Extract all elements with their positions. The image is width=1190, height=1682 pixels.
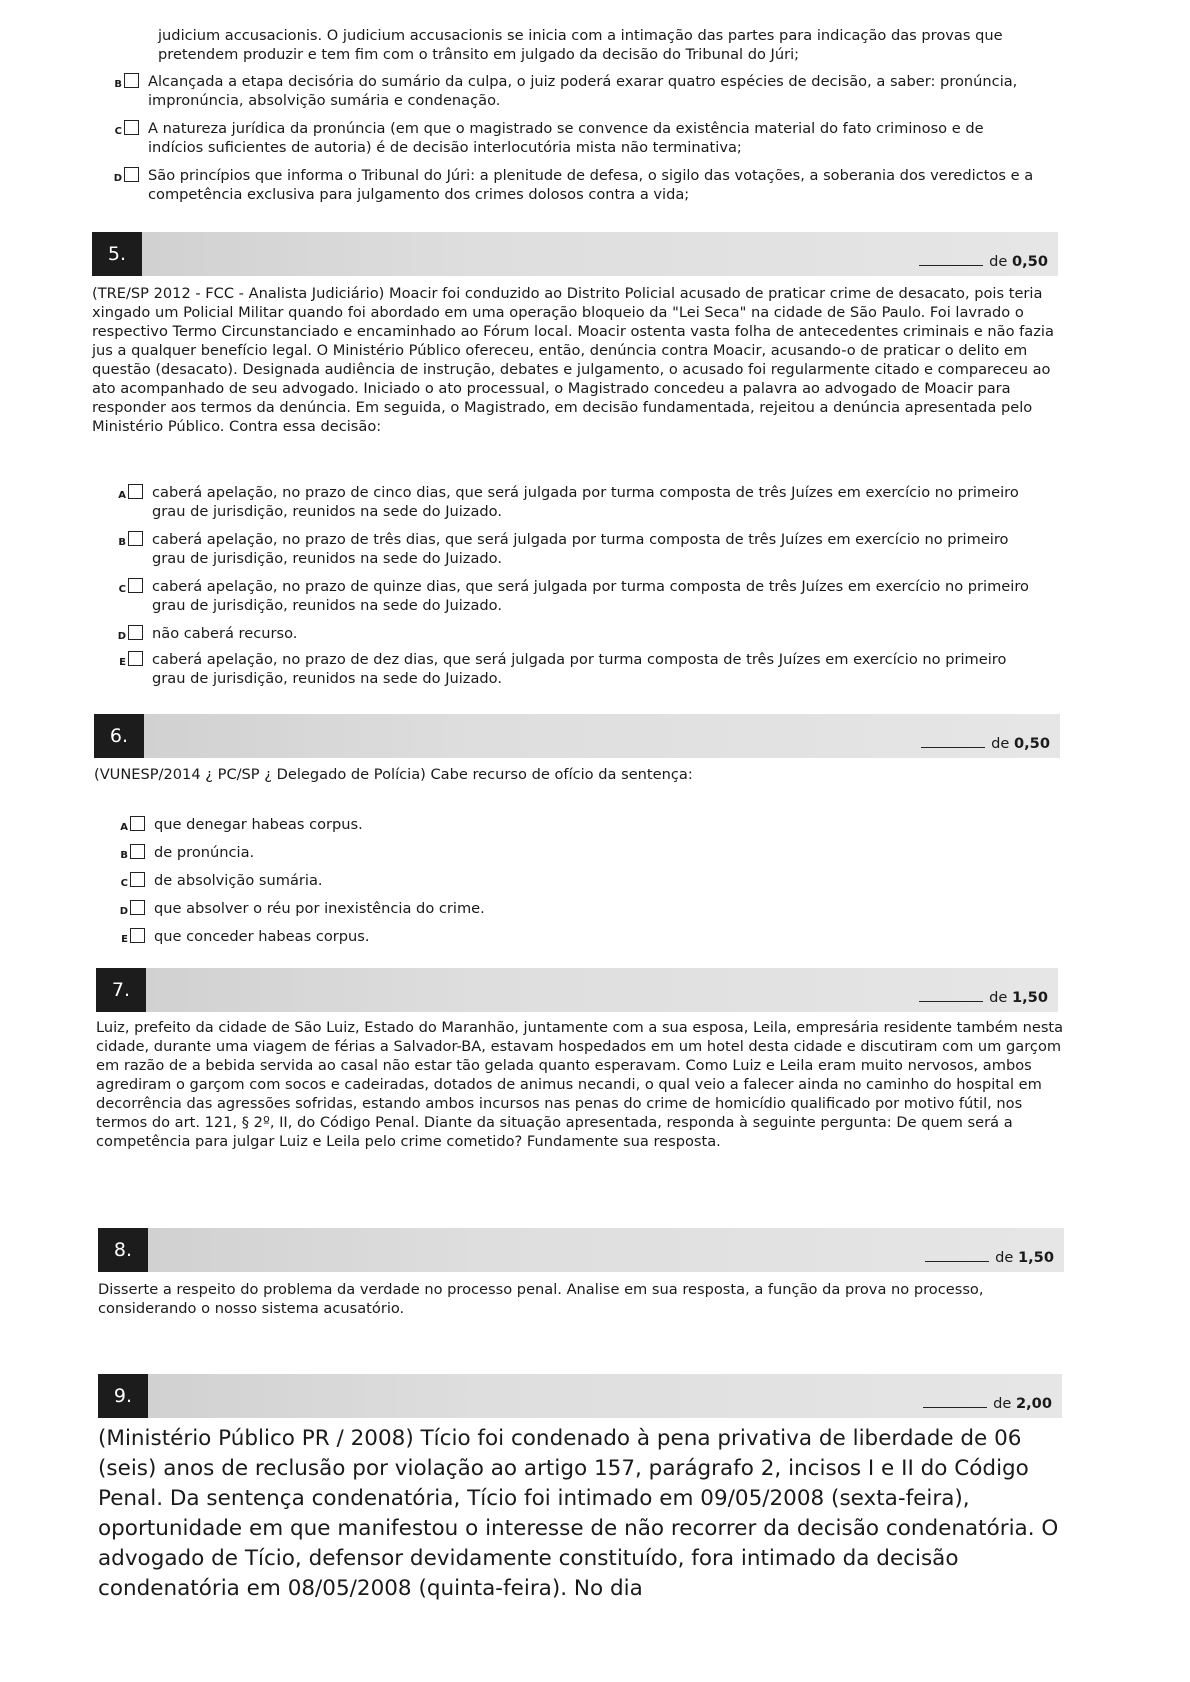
- score-value: 0,50: [1013, 735, 1050, 752]
- question-5-statement: (TRE/SP 2012 - FCC - Analista Judiciário) Moacir foi conduzido ao Distrito Policial acusado de praticar crime de desacato, pois teria xingado um Policial Militar quando foi abordado em uma operação bloqueio da "Lei Seca" na cidade de São Paulo. Foi lavrado o respectivo Termo Circunstanciado e encaminhado ao Fórum local. Moacir ostenta vasta folha de antecedentes criminais e não fazia jus a qualquer benefício legal. O Ministério Público ofereceu, então, denúncia contra Moacir, acusando-o de praticar o delito em questão (desacato). Designada audiência de instrução, debates e julgamento, o acusado foi regularmente citado e compareceu ao ato acompanhado de seu advogado. Iniciado o ato processual, o Magistrado concedeu a palavra ao advogado de Moacir para responder aos termos da denúncia. Em seguida, o Magistrado, em decisão fundamentada, rejeitou a denúncia apresentada pelo Ministério Público. Contra essa decisão:: [92, 285, 1054, 435]
- option-checkbox[interactable]: [128, 531, 143, 546]
- q5-option-b[interactable]: [114, 530, 1044, 570]
- score-blank[interactable]: [923, 1407, 987, 1408]
- score-prefix: de: [991, 735, 1010, 752]
- score-field[interactable]: [921, 735, 1050, 752]
- question-number: 7.: [96, 968, 146, 1012]
- score-prefix: de: [995, 1249, 1014, 1266]
- question-9-statement: (Ministério Público PR / 2008) Tício foi condenado à pena privativa de liberdade de 06 (seis) anos de reclusão por violação ao artigo 157, parágrafo 2, incisos I e II do Código Penal. Da sentença condenatória, Tício foi intimado em 09/05/2008 (sexta-feira), oportunidade em que manifestou o interesse de não recorrer da decisão condenatória. O advogado de Tício, defensor devidamente constituído, fora intimado da decisão condenatória em 08/05/2008 (quinta-feira). No dia: [98, 1426, 1059, 1601]
- option-checkbox[interactable]: [130, 816, 145, 831]
- option-text: que absolver o réu por inexistência do crime.: [154, 900, 485, 917]
- option-checkbox[interactable]: [128, 578, 143, 593]
- option-text: A natureza jurídica da pronúncia (em que o magistrado se convence da existência material do fato criminoso e de indícios suficientes de autoria) é de decisão interlocutória mista não terminativa;: [148, 120, 984, 156]
- question-8-statement: Disserte a respeito do problema da verdade no processo penal. Analise em sua resposta, a função da prova no processo, considerando o nosso sistema acusatório.: [98, 1281, 984, 1317]
- option-text: de absolvição sumária.: [154, 872, 323, 889]
- option-letter: B: [114, 79, 122, 90]
- option-text: Alcançada a etapa decisória do sumário da culpa, o juiz poderá exarar quatro espécies de decisão, a saber: pronúncia, impronúncia, absolvição sumária e condenação.: [148, 73, 1018, 109]
- question-number: 8.: [98, 1228, 148, 1272]
- option-letter: D: [119, 906, 128, 917]
- option-letter: E: [119, 657, 126, 668]
- score-prefix: de: [989, 253, 1008, 270]
- q6-option-d[interactable]: [116, 899, 816, 919]
- option-text: caberá apelação, no prazo de dez dias, que será julgada por turma composta de três Juízes em exercício no primeiro grau de jurisdição, reunidos na sede do Juizado.: [152, 651, 1007, 687]
- q5-option-e[interactable]: [114, 650, 1044, 690]
- option-checkbox[interactable]: [130, 844, 145, 859]
- q4-option-c[interactable]: [110, 119, 1038, 159]
- option-checkbox[interactable]: [124, 167, 139, 182]
- option-checkbox[interactable]: [124, 73, 139, 88]
- question-6-header: [94, 714, 1060, 758]
- q5-option-d[interactable]: [114, 624, 1044, 644]
- q6-option-e[interactable]: [116, 927, 816, 947]
- option-letter: A: [120, 822, 128, 833]
- score-blank[interactable]: [919, 1001, 983, 1002]
- option-checkbox[interactable]: [128, 484, 143, 499]
- option-letter: B: [120, 850, 128, 861]
- question-8-header: [98, 1228, 1064, 1272]
- q6-option-b[interactable]: [116, 843, 816, 863]
- option-letter: D: [117, 631, 126, 642]
- option-checkbox[interactable]: [130, 900, 145, 915]
- option-text: de pronúncia.: [154, 844, 255, 861]
- score-value: 2,00: [1015, 1395, 1052, 1412]
- question-5-header: [92, 232, 1058, 276]
- q4-option-b[interactable]: [110, 72, 1028, 112]
- option-checkbox[interactable]: [128, 651, 143, 666]
- score-field[interactable]: [923, 1395, 1052, 1412]
- question-6-statement: (VUNESP/2014 ¿ PC/SP ¿ Delegado de Polícia) Cabe recurso de ofício da sentença:: [94, 766, 693, 783]
- question-9-header: [98, 1374, 1062, 1418]
- score-prefix: de: [989, 989, 1008, 1006]
- q5-option-c[interactable]: [114, 577, 1044, 617]
- option-checkbox[interactable]: [130, 928, 145, 943]
- score-value: 0,50: [1011, 253, 1048, 270]
- option-text: caberá apelação, no prazo de cinco dias, que será julgada por turma composta de três Juízes em exercício no primeiro grau de jurisdição, reunidos na sede do Juizado.: [152, 484, 1019, 520]
- q4-intro-text: judicium accusacionis. O judicium accusacionis se inicia com a intimação das partes para indicação das provas que pretendem produzir e tem fim com o trânsito em julgado da decisão do Tribunal do Júri;: [158, 27, 1003, 63]
- score-field[interactable]: [919, 989, 1048, 1006]
- q4-option-d[interactable]: [110, 166, 1038, 206]
- option-text: caberá apelação, no prazo de quinze dias, que será julgada por turma composta de três Juízes em exercício no primeiro grau de jurisdição, reunidos na sede do Juizado.: [152, 578, 1029, 614]
- q6-option-c[interactable]: [116, 871, 816, 891]
- score-value: 1,50: [1011, 989, 1048, 1006]
- q5-option-a[interactable]: [114, 483, 1044, 523]
- option-text: não caberá recurso.: [152, 625, 298, 642]
- option-letter: A: [118, 490, 126, 501]
- option-checkbox[interactable]: [124, 120, 139, 135]
- score-prefix: de: [993, 1395, 1012, 1412]
- question-number: 5.: [92, 232, 142, 276]
- score-blank[interactable]: [925, 1261, 989, 1262]
- option-text: São princípios que informa o Tribunal do Júri: a plenitude de defesa, o sigilo das votações, a soberania dos veredictos e a competência exclusiva para julgamento dos crimes dolosos contra a vida;: [148, 167, 1034, 203]
- option-letter: C: [118, 584, 126, 595]
- score-value: 1,50: [1017, 1249, 1054, 1266]
- score-field[interactable]: [919, 253, 1048, 270]
- option-text: que conceder habeas corpus.: [154, 928, 370, 945]
- option-letter: C: [114, 126, 122, 137]
- q6-option-a[interactable]: [116, 815, 816, 835]
- option-text: que denegar habeas corpus.: [154, 816, 363, 833]
- option-letter: C: [120, 878, 128, 889]
- option-letter: B: [118, 537, 126, 548]
- option-checkbox[interactable]: [128, 625, 143, 640]
- option-text: caberá apelação, no prazo de três dias, que será julgada por turma composta de três Juízes em exercício no primeiro grau de jurisdição, reunidos na sede do Juizado.: [152, 531, 1009, 567]
- score-blank[interactable]: [919, 265, 983, 266]
- score-blank[interactable]: [921, 747, 985, 748]
- option-letter: D: [113, 173, 122, 184]
- option-checkbox[interactable]: [130, 872, 145, 887]
- question-number: 9.: [98, 1374, 148, 1418]
- score-field[interactable]: [925, 1249, 1054, 1266]
- question-7-header: [96, 968, 1058, 1012]
- question-7-statement: Luiz, prefeito da cidade de São Luiz, Estado do Maranhão, juntamente com a sua esposa, Leila, empresária residente também nesta cidade, durante uma viagem de férias a Salvador-BA, estavam hospedados em um hotel desta cidade e discutiram com um garçom em razão de a bebida servida ao casal não estar tão gelada quanto esperavam. Como Luiz e Leila eram muito nervosos, ambos agrediram o garçom com socos e cadeiradas, dotados de animus necandi, o qual veio a falecer ainda no caminho do hospital em decorrência das agressões sofridas, estando ambos incursos nas penas do crime de homicídio qualificado por motivo fútil, nos termos do art. 121, § 2º, II, do Código Penal. Diante da situação apresentada, responda à seguinte pergunta: De quem será a competência para julgar Luiz e Leila pelo crime cometido? Fundamente sua resposta.: [96, 1019, 1064, 1150]
- question-number: 6.: [94, 714, 144, 758]
- option-letter: E: [121, 934, 128, 945]
